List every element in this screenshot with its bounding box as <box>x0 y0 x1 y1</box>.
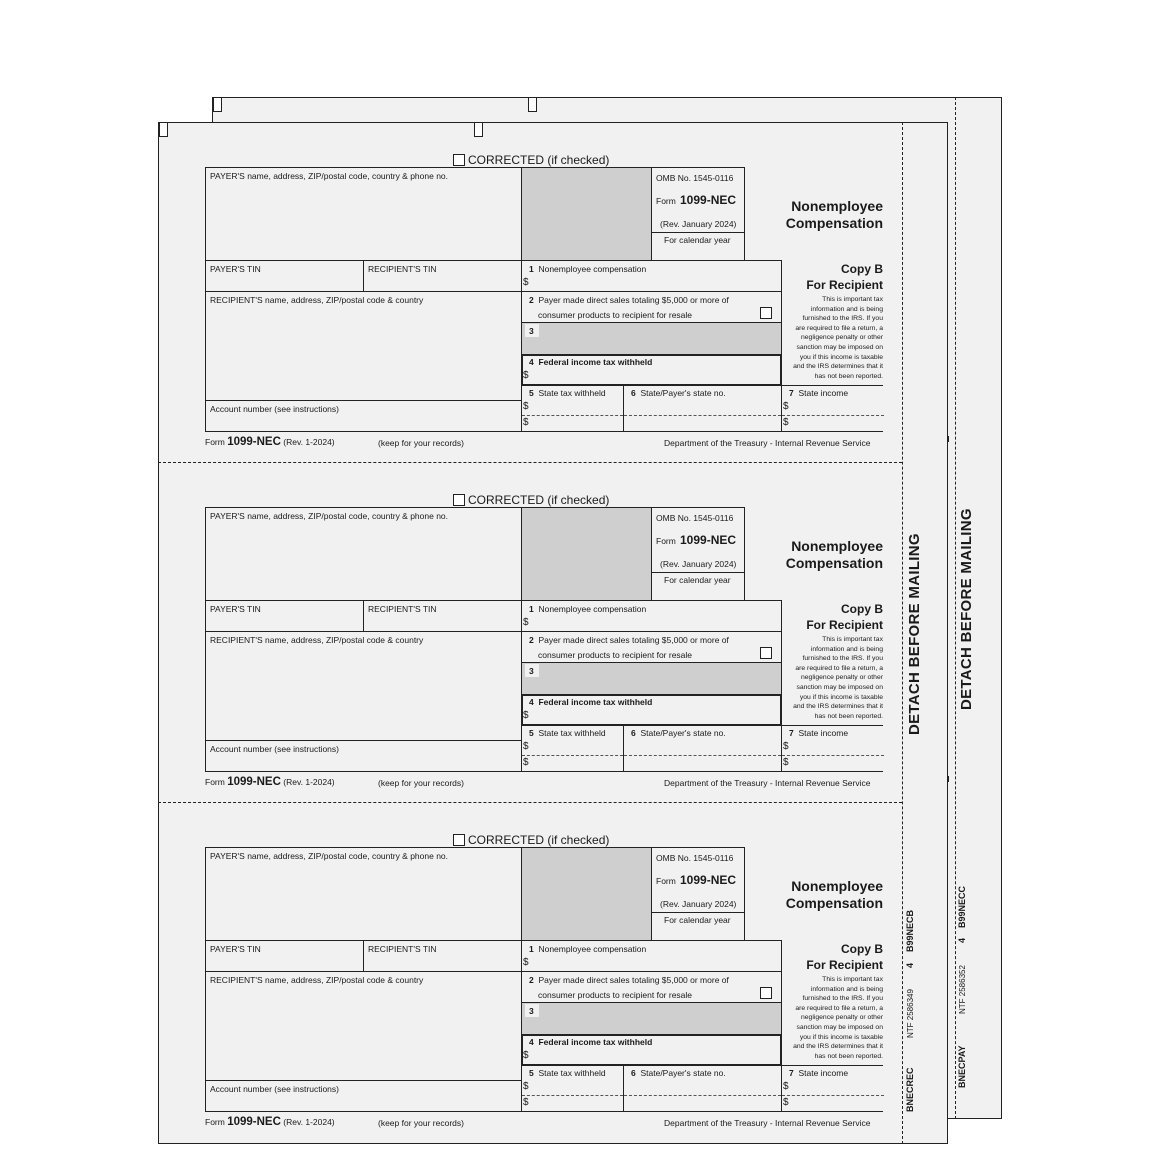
footer-form-id: Form 1099-NEC (Rev. 1-2024) <box>205 1116 335 1128</box>
recipient-tin-label: RECIPIENT'S TIN <box>368 944 437 954</box>
account-number-box[interactable] <box>205 400 522 432</box>
copy-b-heading: Copy B For Recipient <box>806 262 883 292</box>
payer-tin-label: PAYER'S TIN <box>210 604 261 614</box>
footer-department: Department of the Treasury - Internal Revenue Service <box>664 1118 871 1128</box>
box7-state-income[interactable]: 7 State income $ $ <box>781 1065 883 1112</box>
form-word: Form <box>656 196 676 206</box>
form-1099-nec-copy-3 <box>205 833 883 1130</box>
back-detach-text: DETACH BEFORE MAILING <box>958 508 975 710</box>
recipient-name-box[interactable] <box>205 971 522 1081</box>
corrected-label: CORRECTED (if checked) <box>468 493 610 507</box>
corrected-checkbox[interactable] <box>453 154 465 166</box>
box5-state-tax[interactable]: 5 State tax withheld $ $ <box>521 725 624 772</box>
calendar-year-label: For calendar year <box>664 915 731 925</box>
form-number: 1099-NEC <box>680 193 737 207</box>
copy-b-notice: This is important tax information and is being furnished to the IRS. If you are required to file a return, a negligence penalty or other sanction may be imposed on you if this income is taxable and the IRS determines that it has not been reported. <box>793 976 883 1060</box>
account-number-label: Account number (see instructions) <box>210 404 339 414</box>
omb-number: OMB No. 1545-0116 <box>656 513 734 523</box>
box5-state-tax[interactable]: 5 State tax withheld $ $ <box>521 385 624 432</box>
front-code-c: 4 <box>905 962 915 968</box>
box2-checkbox[interactable] <box>760 987 772 999</box>
omb-box <box>651 167 745 261</box>
box1-nonemployee-comp[interactable]: 1 Nonemployee compensation $ <box>521 940 782 972</box>
shaded-box <box>521 167 652 261</box>
front-sheet-tab-left <box>159 122 168 137</box>
box3: 3 <box>521 662 782 695</box>
back-tick <box>948 436 949 442</box>
copy-b-notice: This is important tax information and is being furnished to the IRS. If you are required to file a return, a negligence penalty or other sanction may be imposed on you if this income is taxable and the IRS determines that it has not been reported. <box>793 296 883 380</box>
box7-state-income[interactable]: 7 State income $ $ <box>781 385 883 432</box>
box4-federal-tax-withheld[interactable]: 4 Federal income tax withheld $ <box>521 694 782 726</box>
front-code-b: NTF 2586349 <box>906 989 915 1038</box>
box4-federal-tax-withheld[interactable]: 4 Federal income tax withheld $ <box>521 1034 782 1066</box>
calendar-year-label: For calendar year <box>664 235 731 245</box>
shaded-box <box>521 847 652 941</box>
recipient-tin-box[interactable] <box>363 600 522 632</box>
recipient-name-label: RECIPIENT'S name, address, ZIP/postal code & country <box>210 975 424 985</box>
box2-checkbox[interactable] <box>760 307 772 319</box>
footer-keep: (keep for your records) <box>378 438 464 448</box>
corrected-checkbox-row[interactable] <box>453 833 609 847</box>
box2-direct-sales: 2 Payer made direct sales totaling $5,000 or more of consumer products to recipient for resale <box>521 631 782 663</box>
box2-checkbox[interactable] <box>760 647 772 659</box>
box4-federal-tax-withheld[interactable]: 4 Federal income tax withheld $ <box>521 354 782 386</box>
front-perforation <box>902 122 903 1144</box>
tear-line-2 <box>158 802 902 803</box>
recipient-name-box[interactable] <box>205 291 522 401</box>
copy-b-heading: Copy B For Recipient <box>806 942 883 972</box>
back-sheet-tab-left <box>213 97 222 112</box>
omb-number: OMB No. 1545-0116 <box>656 173 734 183</box>
rev-date: (Rev. January 2024) <box>660 219 737 229</box>
back-code-d: B99NECC <box>957 885 967 928</box>
corrected-label: CORRECTED (if checked) <box>468 153 610 167</box>
back-code-c: 4 <box>957 937 967 943</box>
omb-box <box>651 507 745 601</box>
payer-tin-box[interactable] <box>205 260 364 292</box>
form-number: 1099-NEC <box>680 873 737 887</box>
front-code-d: B99NECB <box>905 909 915 952</box>
footer-form-id: Form 1099-NEC (Rev. 1-2024) <box>205 776 335 788</box>
account-number-label: Account number (see instructions) <box>210 744 339 754</box>
account-number-box[interactable] <box>205 1080 522 1112</box>
payer-tin-label: PAYER'S TIN <box>210 264 261 274</box>
form-1099-nec-copy-2 <box>205 493 883 790</box>
footer-form-id: Form 1099-NEC (Rev. 1-2024) <box>205 436 335 448</box>
back-tick <box>948 776 949 782</box>
form-title: Nonemployee Compensation <box>785 198 883 231</box>
front-sheet-tab-middle <box>474 122 483 137</box>
corrected-checkbox[interactable] <box>453 494 465 506</box>
recipient-tin-box[interactable] <box>363 940 522 972</box>
payer-name-label: PAYER'S name, address, ZIP/postal code, country & phone no. <box>210 511 449 521</box>
back-perforation <box>955 97 956 1119</box>
recipient-name-label: RECIPIENT'S name, address, ZIP/postal code & country <box>210 295 424 305</box>
footer-department: Department of the Treasury - Internal Revenue Service <box>664 438 871 448</box>
front-detach-text: DETACH BEFORE MAILING <box>906 533 923 735</box>
form-1099-nec-copy-1 <box>205 153 883 450</box>
account-number-label: Account number (see instructions) <box>210 1084 339 1094</box>
footer-department: Department of the Treasury - Internal Revenue Service <box>664 778 871 788</box>
omb-box <box>651 847 745 941</box>
recipient-name-label: RECIPIENT'S name, address, ZIP/postal code & country <box>210 635 424 645</box>
corrected-label: CORRECTED (if checked) <box>468 833 610 847</box>
rev-date: (Rev. January 2024) <box>660 899 737 909</box>
form-number: 1099-NEC <box>680 533 737 547</box>
copy-b-heading: Copy B For Recipient <box>806 602 883 632</box>
omb-number: OMB No. 1545-0116 <box>656 853 734 863</box>
payer-tin-box[interactable] <box>205 600 364 632</box>
back-code-b: NTF 2586352 <box>958 965 967 1014</box>
payer-name-box[interactable] <box>205 167 522 261</box>
form-word: Form <box>656 536 676 546</box>
corrected-checkbox-row[interactable] <box>453 153 609 167</box>
corrected-checkbox-row[interactable] <box>453 493 609 507</box>
payer-tin-box[interactable] <box>205 940 364 972</box>
back-sheet-tab-middle <box>528 97 537 112</box>
tear-line-1 <box>158 462 902 463</box>
footer-keep: (keep for your records) <box>378 1118 464 1128</box>
copy-b-notice: This is important tax information and is being furnished to the IRS. If you are required to file a return, a negligence penalty or other sanction may be imposed on you if this income is taxable and the IRS determines that it has not been reported. <box>793 636 883 720</box>
form-word: Form <box>656 876 676 886</box>
account-number-box[interactable] <box>205 740 522 772</box>
box3: 3 <box>521 1002 782 1035</box>
shaded-box <box>521 507 652 601</box>
footer-keep: (keep for your records) <box>378 778 464 788</box>
box2-direct-sales: 2 Payer made direct sales totaling $5,000 or more of consumer products to recipient for resale <box>521 971 782 1003</box>
payer-name-box[interactable] <box>205 847 522 941</box>
corrected-checkbox[interactable] <box>453 834 465 846</box>
payer-name-label: PAYER'S name, address, ZIP/postal code, country & phone no. <box>210 851 449 861</box>
box3: 3 <box>521 322 782 355</box>
payer-name-label: PAYER'S name, address, ZIP/postal code, country & phone no. <box>210 171 449 181</box>
recipient-tin-label: RECIPIENT'S TIN <box>368 604 437 614</box>
payer-name-box[interactable] <box>205 507 522 601</box>
front-code-a: BNECREC <box>905 1067 915 1112</box>
box6-state-payer-no[interactable]: 6 State/Payer's state no. <box>623 1065 782 1112</box>
form-title: Nonemployee Compensation <box>785 878 883 911</box>
box1-nonemployee-comp[interactable]: 1 Nonemployee compensation $ <box>521 600 782 632</box>
calendar-year-label: For calendar year <box>664 575 731 585</box>
box5-state-tax[interactable]: 5 State tax withheld $ $ <box>521 1065 624 1112</box>
box2-direct-sales: 2 Payer made direct sales totaling $5,000 or more of consumer products to recipient for resale <box>521 291 782 323</box>
back-code-a: BNECPAY <box>957 1045 967 1088</box>
recipient-tin-label: RECIPIENT'S TIN <box>368 264 437 274</box>
box7-state-income[interactable]: 7 State income $ $ <box>781 725 883 772</box>
rev-date: (Rev. January 2024) <box>660 559 737 569</box>
recipient-tin-box[interactable] <box>363 260 522 292</box>
box6-state-payer-no[interactable]: 6 State/Payer's state no. <box>623 385 782 432</box>
payer-tin-label: PAYER'S TIN <box>210 944 261 954</box>
box1-nonemployee-comp[interactable]: 1 Nonemployee compensation $ <box>521 260 782 292</box>
form-title: Nonemployee Compensation <box>785 538 883 571</box>
box6-state-payer-no[interactable]: 6 State/Payer's state no. <box>623 725 782 772</box>
recipient-name-box[interactable] <box>205 631 522 741</box>
